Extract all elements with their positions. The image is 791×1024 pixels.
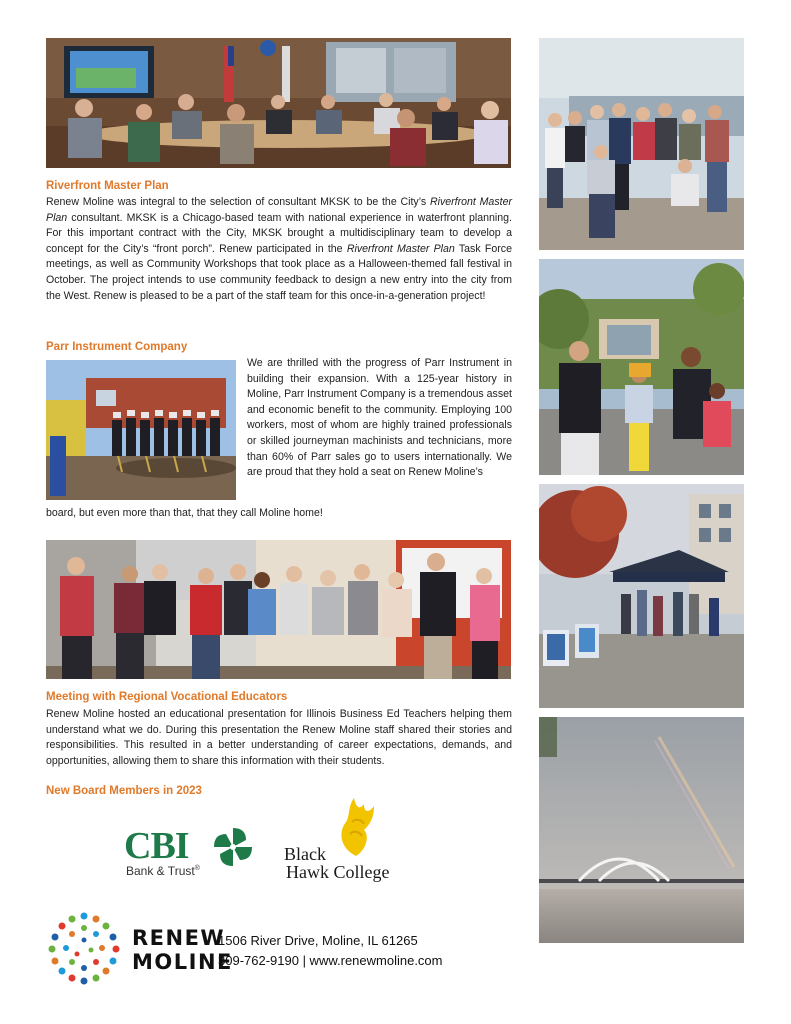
hawk-icon — [334, 792, 378, 858]
festival-tent-photo — [539, 484, 744, 708]
cbi-logo — [124, 826, 259, 882]
educators-text: Renew Moline hosted an educational presentation for Illinois Business Ed Teachers helping them understand what we do. During this presentation the Renew Moline staff shared their stories and responsibilities. This resulted in a better understanding of career expectations, demands, and opportunities, allowing them to share this information with their students. — [46, 708, 512, 767]
brand-moline: MOLINE — [132, 950, 233, 974]
educators-heading: Meeting with Regional Vocational Educators — [46, 691, 288, 703]
blackhawk-line2: Hawk College — [286, 862, 390, 882]
parr-heading: Parr Instrument Company — [46, 341, 188, 353]
riverfront-text: Renew Moline was integral to the selection of consultant MKSK to be the City’s Riverfront Master Plan consultant. MKSK is a Chicago-based team with national experience in waterfront planning. For this important contract with the City, MKSK brought a multidisciplinary team to develop a concept for the City’s “front porch”. Renew participated in the Riverfront Master Plan Task Force meetings, as well as Community Workshops that took place as a Halloween-themed fall festival in October. The project intends to use community feedback to design a new entry into the city from the West. Renew is pleased to be a part of the staff team for this once-in-a-generation project! — [46, 196, 512, 302]
cbi-subline: Bank & Trust® — [126, 864, 200, 878]
meeting-photo — [46, 38, 511, 168]
renew-moline-dots-logo-icon — [46, 910, 122, 986]
groundbreaking-photo — [46, 360, 236, 500]
riverfront-heading: Riverfront Master Plan — [46, 180, 169, 192]
board-heading: New Board Members in 2023 — [46, 785, 202, 797]
footer-address: 1506 River Drive, Moline, IL 61265 — [218, 933, 418, 948]
rainbow-bridge-photo — [539, 717, 744, 943]
educators-group-photo — [46, 540, 511, 679]
footer-contact: 309-762-9190 | www.renewmoline.com — [218, 953, 443, 968]
cbi-pinwheel-icon — [212, 826, 254, 868]
parr-text-side: We are thrilled with the progress of Parr Instrument in building their expansion. With a 125-year history in Moline, Parr Instrument Company is a tremendous asset and economic benefit to the community. Employing 100 workers, most of whom are highly trained professionals or skilled journeyman machinists and technicians, more than 60% of Parr sales go to users internationally. We are proud that they hold a seat on Renew Moline’s — [247, 357, 512, 479]
cbi-wordmark: CBI — [124, 825, 189, 867]
group-riverfront-photo — [539, 38, 744, 250]
festival-interview-photo — [539, 259, 744, 475]
blackhawk-college-logo — [284, 792, 424, 884]
parr-text-full: board, but even more than that, that they call Moline home! — [46, 507, 323, 519]
brand-renew: RENEW — [132, 926, 226, 950]
blackhawk-line1: Black — [284, 844, 326, 864]
